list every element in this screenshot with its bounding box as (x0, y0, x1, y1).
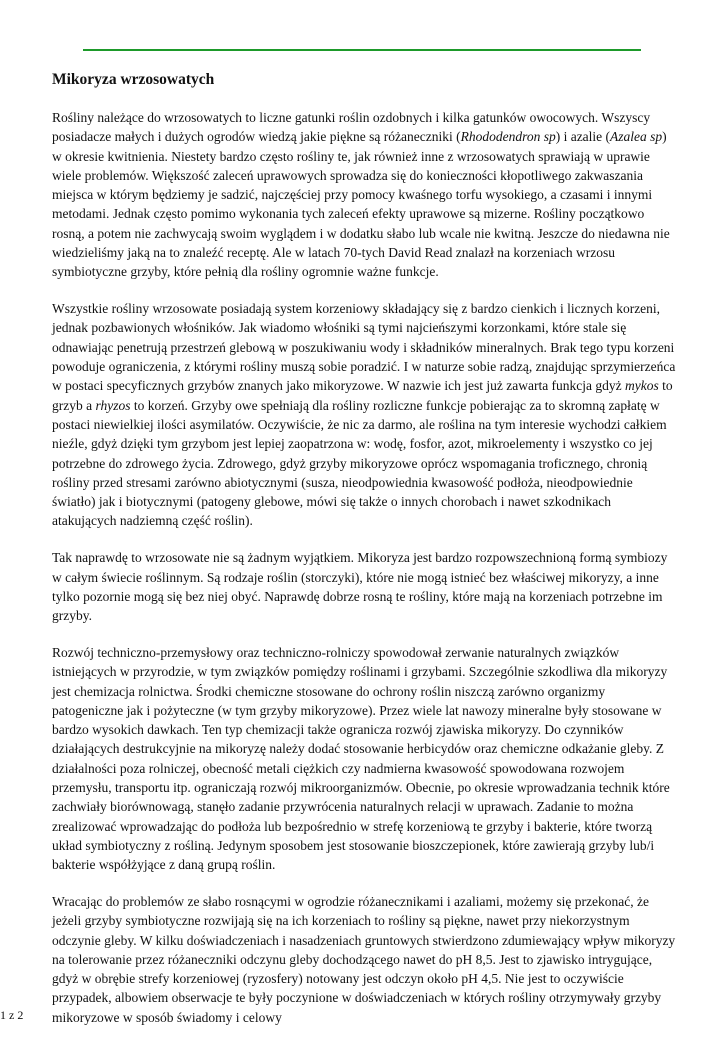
text-segment: Tak naprawdę to wrzosowate nie są żadnym wyjątkiem. Mikoryza jest bardzo rozpowszechnioną formą symbiozy w całym świecie roślinnym. Są rodzaje roślin (storczyki), które nie mogą istnieć bez właściwej mikoryzy, a inne tylko pozornie mogą się bez niej obyć. Naprawdę dobrze rosną te rośliny, które mają na korzeniach potrzebne im grzyby. (52, 550, 668, 624)
paragraph (52, 299, 678, 531)
text-segment: Rośliny należące do wrzosowatych to liczne gatunki roślin ozdobnych i kilka gatunków owocowych. Wszyscy posiadacze małych i dużych ogrodów wiedzą jakie piękne są różaneczniki ( (52, 110, 651, 145)
text-segment: ) i azalie ( (555, 129, 611, 145)
italic-term: Rhododendron sp (460, 129, 556, 145)
italic-term: rhyzos (95, 397, 131, 413)
paragraph (52, 108, 678, 282)
article (52, 70, 678, 1045)
text-segment: ) w okresie kwitnienia. Niestety bardzo często rośliny te, jak również inne z wrzosowatych sprawiają w uprawie wiele problemów. Większość zaleceń uprawowych sprowadza się do konieczności kłopotliwego zakwaszania miejsca w którym będziemy je sadzić, najczęściej przy pomocy kwaśnego torfu wysokiego, a czasami i innymi metodami. Jednak często pomimo wykonania tych zaleceń efekty uprawowe są mizerne. Rośliny początkowo rosną, a potem nie zachwycają swoim wyglądem i w dodatku słabo lub wcale nie kwitną. Jeszcze do niedawna nie wiedzieliśmy jaką na to znaleźć receptę. Ale w latach 70-tych David Read znalazł na korzeniach wrzosu symbiotyczne grzyby, które pełnią dla rośliny ogromnie ważne funkcje. (52, 129, 670, 280)
text-segment: Wszystkie rośliny wrzosowate posiadają system korzeniowy składający się z bardzo cienkich i licznych korzeni, jednak pozbawionych włośników. Jak wiadomo włośniki są tymi najcieńszymi korzonkami, które stale się odnawiając penetrują przestrzeń glebową w poszukiwaniu wody i składników mineralnych. Brak tego typu korzeni powoduje ograniczenia, z którymi rośliny muszą sobie poradzić. I w naturze sobie radzą, znajdując sprzymierzeńca w postaci specyficznych grzybów znanych jako mikoryzowe. W nazwie ich jest już zawarta funkcja gdyż (52, 301, 676, 394)
italic-term: Azalea sp (610, 129, 663, 145)
italic-term: mykos (625, 378, 659, 394)
text-segment: to korzeń. Grzyby owe spełniają dla rośliny rozliczne funkcje pobierając za to skromną zapłatę w postaci niewielkiej ilości asymilatów. Oczywiście, że nic za darmo, ale roślina na tym interesie wychodzi całkiem nieźle, gdyż dzięki tym grzybom jest lepiej zaopatrzona w: wodę, fosfor, azot, mikroelementy i wszystko co jej potrzebne do zdrowego życia. Zdrowego, gdyż grzyby mikoryzowe oprócz wspomagania troficznego, chronią rośliny przed stresami zarówno abiotycznymi (susza, nieodpowiednia kwasowość podłoża, nieodpowiednie światło) jak i biotycznymi (patogeny glebowe, mówi się także o innych chorobach i nawet szkodnikach atakujących nadziemną część roślin). (52, 397, 667, 529)
paragraph (52, 548, 678, 625)
paragraph (52, 892, 678, 1027)
page-number: 1 z 2 (0, 1008, 24, 1022)
text-segment: to grzyb a (52, 378, 673, 413)
paragraph (52, 643, 678, 875)
page-title: Mikoryza wrzosowatych (52, 71, 215, 88)
header-divider-line (83, 49, 641, 51)
text-segment: Wracając do problemów ze słabo rosnącymi w ogrodzie różanecznikami i azaliami, możemy się przekonać, że jeżeli grzyby symbiotyczne rozwijają się na ich korzeniach to rośliny są piękne, nawet przy niekorzystnym odczynie gleby. W kilku doświadczeniach i nasadzeniach gruntowych stwierdzono zdumiewający wpływ mikoryzy na tolerowanie przez różaneczniki odczynu gleby dochodzącego nawet do pH 8,5. Jest to zjawisko intrygujące, gdyż w obrębie strefy korzeniowej (ryzosfery) notowany jest odczyn około pH 4,5. Nie jest to oczywiście przypadek, albowiem obserwacje te były poczynione w doświadczeniach w których rośliny otrzymywały grzyby mikoryzowe w sposób świadomy i celowy (52, 893, 676, 1025)
text-segment: Rozwój techniczno-przemysłowy oraz techniczno-rolniczy spowodował zerwanie naturalnych związków istniejących w przyrodzie, w tym związków pomiędzy roślinami i grzybami. Szczególnie szkodliwa dla mikoryzy jest chemizacja rolnictwa. Środki chemiczne stosowane do ochrony roślin niszczą zarówno organizmy patogeniczne jak i pożyteczne (w tym grzyby mikoryzowe). Przez wiele lat nawozy mineralne były stosowane w bardzo wysokich dawkach. Ten typ chemizacji także ogranicza rozwój zjawiska mikoryzy. Do czynników działających destrukcyjnie na mikoryzę należy dodać stosowanie herbicydów oraz chemiczne odkażanie gleby. Z działalności poza rolniczej, obecność metali ciężkich czy nadmierna kwasowość spowodowana rozwojem przemysłu, transportu itp. ograniczają rozwój mikroorganizmów. Obecnie, po okresie wprowadzania technik które zachwiały biorównowagą, stanęło zadanie przywrócenia naturalnych relacji w uprawach. Zadanie to można zrealizować wprowadzając do podłoża lub bezpośrednio w strefę korzeniową te grzyby i bakterie, które tworzą układ symbiotyczny z rośliną. Jedynym sposobem jest stosowanie bioszczepionek, które zawierają grzyby lub/i bakterie współżyjące z daną grupą roślin. (52, 644, 670, 873)
